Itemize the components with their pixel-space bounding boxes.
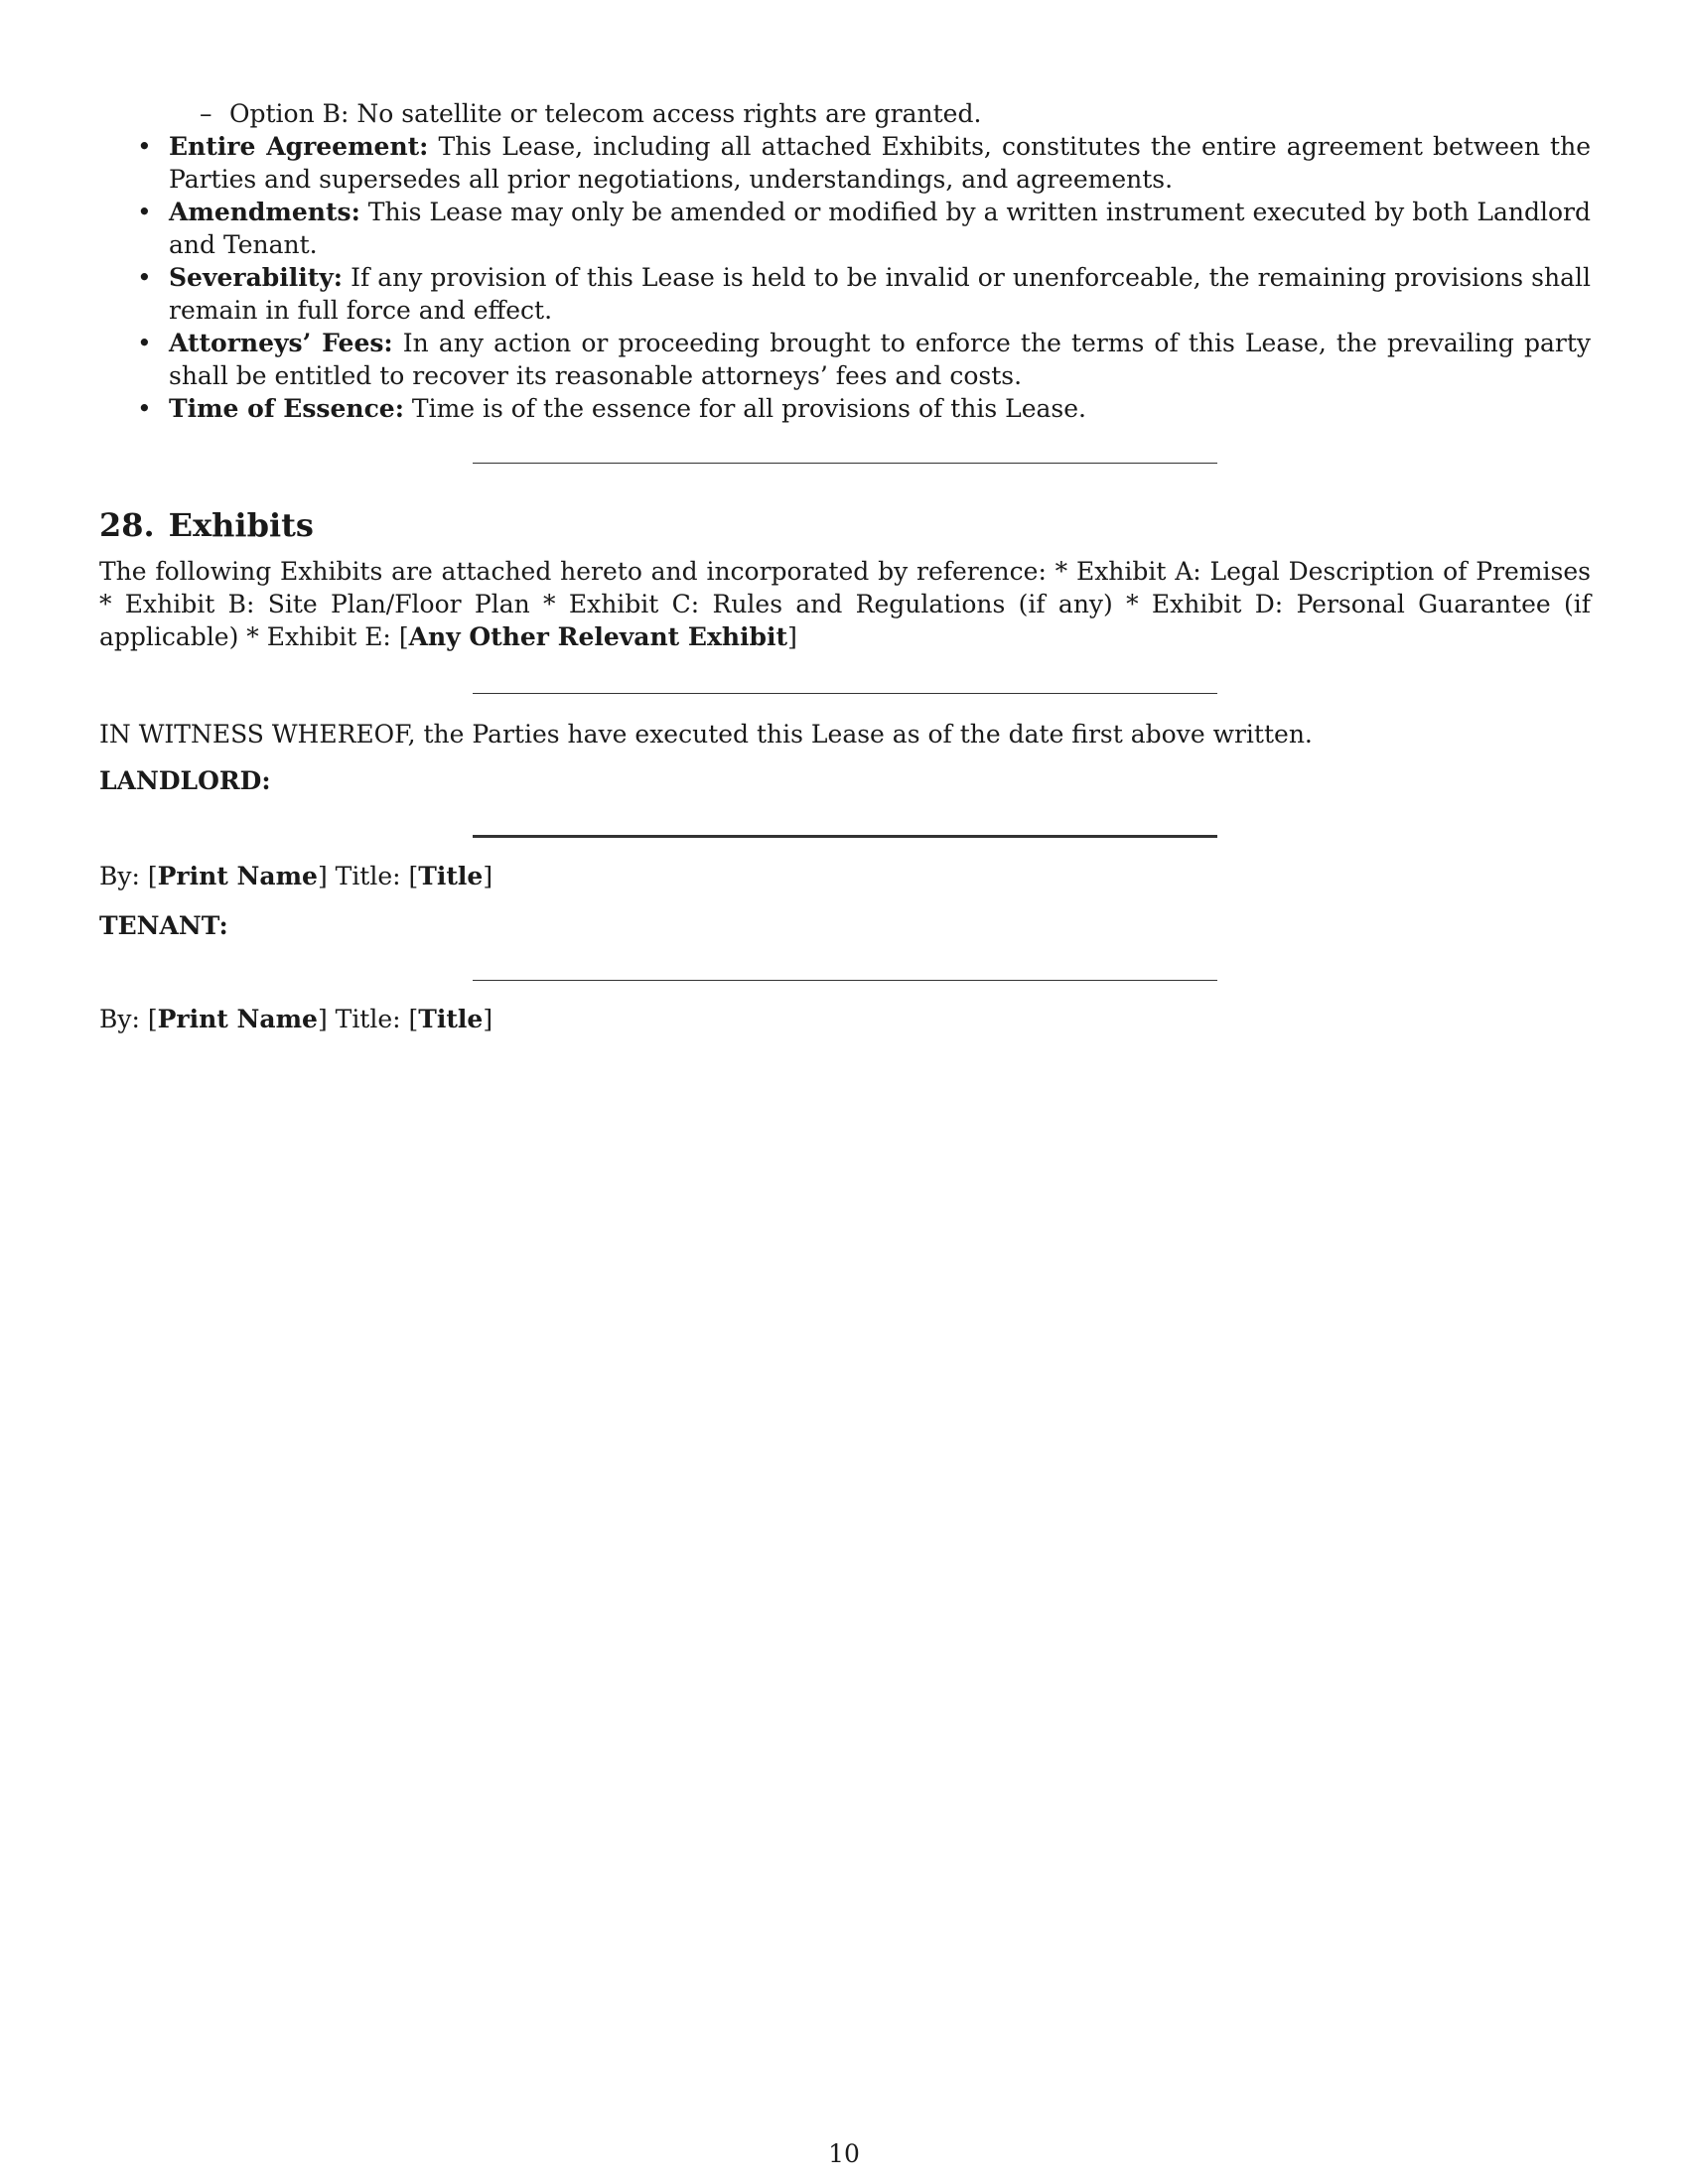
general-provisions-list — [99, 130, 1591, 425]
tenant-label: TENANT: — [99, 911, 228, 940]
section-number: 28. — [99, 506, 155, 544]
landlord-byline: By: [Print Name] Title: [Title] — [99, 862, 493, 890]
by-label: By: — [99, 1005, 140, 1033]
bullet-icon: • — [137, 329, 152, 357]
clause-title: Entire Agreement: — [169, 132, 429, 161]
exhibits-paragraph: The following Exhibits are attached hereto and incorporated by reference: * Exhibit A: Legal Description of Premises * Exhibit B: Site Plan/Floor Plan * Exhibit C: Rules and Regulations (if any) * Exhibit D: Personal Guarantee (if applicable) * Exhibit E: [Any Other Relevant Exhibit] — [99, 557, 1591, 651]
sub-list-item-option-b — [99, 97, 1591, 130]
clause-text: This Lease may only be amended or modified by a written instrument executed by both Landlord and Tenant. — [169, 198, 1591, 259]
exhibits-text: The following Exhibits are attached hereto and incorporated by reference: * Exhibit A: Legal Description of Premises * Exhibit B: Site Plan/Floor Plan * Exhibit C: Rules and Regulations (if any) * Exhibit D: Personal Guarantee (if applicable) * Exhibit E: — [99, 557, 1591, 651]
exhibit-placeholder: Any Other Relevant Exhibit — [408, 622, 788, 651]
clause-severability — [99, 261, 1591, 327]
print-name-placeholder: Print Name — [157, 1005, 318, 1033]
by-label: By: — [99, 862, 140, 890]
dash-marker: – — [200, 99, 212, 128]
clause-title: Severability: — [169, 263, 344, 292]
landlord-label: LANDLORD: — [99, 766, 271, 795]
clause-text: This Lease, including all attached Exhibits, constitutes the entire agreement between the Parties and supersedes all prior negotiations, understandings, and agreements. — [169, 132, 1591, 194]
landlord-signature-line[interactable] — [473, 835, 1217, 838]
title-label: Title: — [335, 862, 401, 890]
clause-title: Time of Essence: — [169, 394, 404, 423]
clause-text: Time is of the essence for all provisions of this Lease. — [411, 394, 1086, 423]
option-b-text: Option B: No satellite or telecom access rights are granted. — [229, 99, 982, 128]
bullet-icon: • — [137, 132, 152, 161]
section-heading-exhibits — [99, 505, 1591, 545]
title-label: Title: — [335, 1005, 401, 1033]
page-number: 10 — [828, 2139, 860, 2168]
print-name-placeholder: Print Name — [157, 862, 318, 890]
clause-amendments — [99, 196, 1591, 261]
clause-entire-agreement — [99, 130, 1591, 196]
title-placeholder: Title — [418, 862, 484, 890]
tenant-byline: By: [Print Name] Title: [Title] — [99, 1005, 493, 1033]
clause-time-of-essence — [99, 392, 1591, 425]
bullet-icon: • — [137, 394, 152, 423]
clause-text: In any action or proceeding brought to enforce the terms of this Lease, the prevailing party shall be entitled to recover its reasonable attorneys’ fees and costs. — [169, 329, 1591, 390]
tenant-signature-line[interactable] — [473, 980, 1217, 981]
clause-title: Amendments: — [169, 198, 360, 226]
title-placeholder: Title — [418, 1005, 484, 1033]
section-divider — [473, 463, 1217, 464]
section-divider — [473, 693, 1217, 694]
clause-title: Attorneys’ Fees: — [169, 329, 393, 357]
bullet-icon: • — [137, 263, 152, 292]
clause-text: If any provision of this Lease is held to be invalid or unenforceable, the remaining provisions shall remain in full force and effect. — [169, 263, 1592, 325]
document-page — [99, 97, 1591, 1035]
clause-attorneys-fees — [99, 327, 1591, 392]
bullet-icon: • — [137, 198, 152, 226]
section-title: Exhibits — [168, 506, 314, 544]
witness-statement: IN WITNESS WHEREOF, the Parties have executed this Lease as of the date first above written. — [99, 720, 1313, 749]
